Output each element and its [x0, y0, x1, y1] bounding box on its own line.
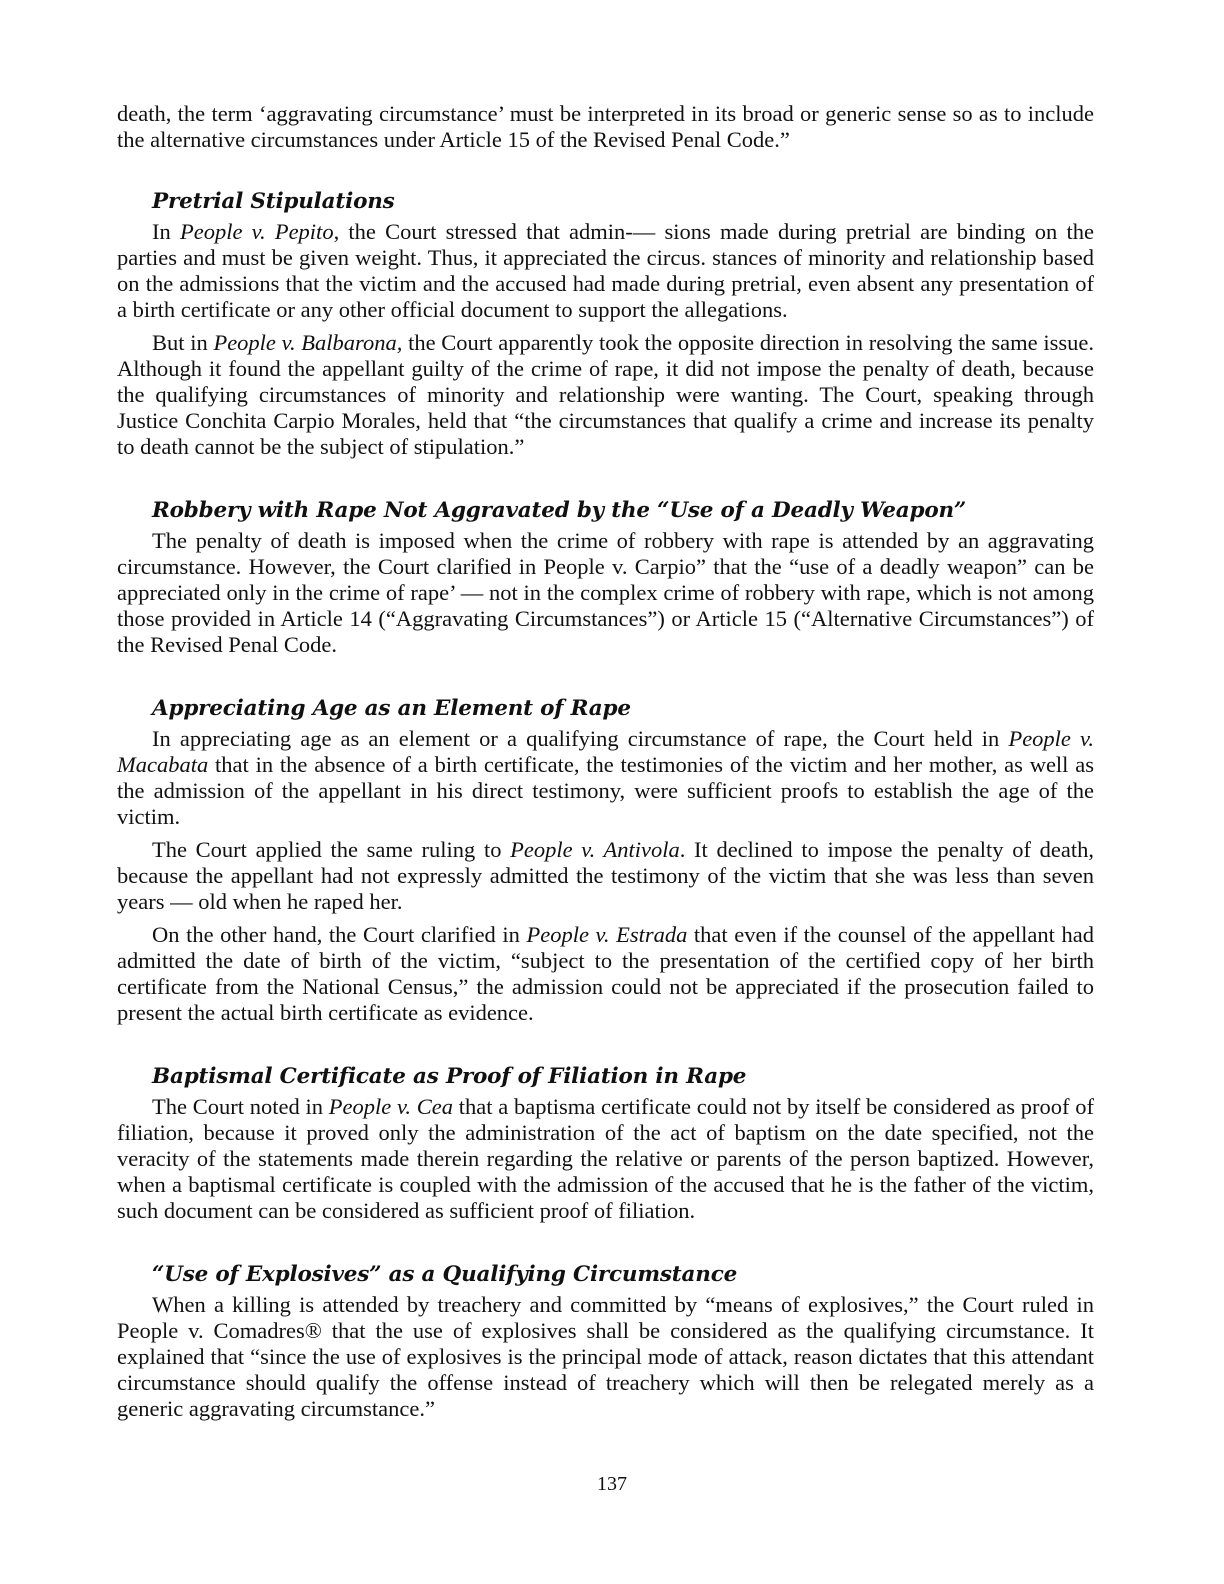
sections-container	[117, 189, 1094, 1422]
case-citation: People v. Macabata	[117, 726, 1094, 777]
section-heading: Baptismal Certificate as Proof of Filiation in Rape	[152, 1064, 747, 1089]
text-run: The Court applied the same ruling to	[152, 837, 511, 862]
text-run: In	[152, 219, 180, 244]
body-paragraph	[117, 1292, 1094, 1422]
page-body	[117, 101, 1094, 1422]
text-run: The Court noted in	[152, 1094, 329, 1119]
case-citation: People v. Estrada	[526, 922, 688, 947]
text-run: The penalty of death is imposed when the crime of robbery with rape is attended by an aggravating circumstance. However, the Court clarified in People v. Carpio” that the “use of a deadly weapon” can be appreciated only in the crime of rape’ — not in the complex crime of robbery with rape, which is not among those provided in Article 14 (“Aggravating Circumstances”) or Article 15 (“Alternative Circumstances”) of the Revised Penal Code.	[117, 528, 1094, 657]
body-paragraph	[117, 528, 1094, 658]
body-paragraph	[117, 219, 1094, 323]
body-paragraph	[117, 922, 1094, 1026]
section	[117, 498, 1094, 658]
page-number: 137	[597, 1473, 627, 1495]
intro-paragraph: death, the term ‘aggravating circumstance’ must be interpreted in its broad or generic sense so as to include the alternative circumstances under Article 15 of the Revised Penal Code.”	[117, 101, 1094, 152]
text-run: When a killing is attended by treachery and committed by “means of explosives,” the Court ruled in People v. Comadres® that the use of explosives shall be considered as the qualifying circumstance. It explained that “since the use of explosives is the principal mode of attack, reason dictates that this attendant circumstance should qualify the offense instead of treachery which will then be relegated merely as a generic aggravating circumstance.”	[117, 1292, 1094, 1421]
body-paragraph	[117, 330, 1094, 460]
text-run: the Court apparently took the opposite direction in resolving the same issue. Although it found the appellant guilty of the crime of rape, it did not impose the penalty of death, because the qualifying circumstances of minority and relationship were wanting. The Court, speaking through Justice Conchita Carpio Morales, held that “the circumstances that qualify a crime and increase its penalty to death cannot be the subject of stipulation.”	[117, 330, 1094, 459]
case-citation: People v. Cea	[328, 1094, 453, 1119]
text-run: In appreciating age as an element or a qualifying circumstance of rape, the Court held in	[152, 726, 1009, 751]
section-heading: “Use of Explosives” as a Qualifying Circumstance	[152, 1262, 738, 1287]
case-citation: People v. Pepito	[179, 219, 334, 244]
section	[117, 1262, 1094, 1422]
section-heading: Appreciating Age as an Element of Rape	[152, 696, 631, 721]
text-run: . It declined to impose the penalty of death, because the appellant had not expressly admitted the testimony of the victim that she was less than seven years — old when he raped her.	[117, 837, 1094, 914]
text-run: that a baptisma certificate could not by itself be considered as proof of filiation, because it proved only the administration of the act of baptism on the date specified, not the veracity of the statements made therein regarding the relative or parents of the person baptized. However, when a baptismal certificate is coupled with the admission of the accused that he is the father of the victim, such document can be considered as sufficient proof of filiation.	[117, 1094, 1095, 1223]
text-run: that even if the counsel of the appellant had admitted the date of birth of the victim, “subject to the presentation of the certified copy of her birth certificate from the National Census,” the admission could not be appreciated if the prosecution failed to present the actual birth certificate as evidence.	[117, 922, 1094, 1025]
text-run: On the other hand, the Court clarified in	[152, 922, 527, 947]
section	[117, 1064, 1094, 1224]
section-heading: Robbery with Rape Not Aggravated by the “Use of a Deadly Weapon”	[152, 498, 967, 523]
case-citation: People v. Balbarona,	[213, 330, 403, 355]
body-paragraph	[117, 726, 1094, 830]
text-run: , the Court stressed that admin-— sions made during pretrial are binding on the parties and must be given weight. Thus, it appreciated the circus. stances of minority and relationship based on the admissions that the victim and the accused had made during pretrial, even absent any presentation of a birth certificate or any other official document to support the allegations.	[117, 219, 1094, 322]
case-citation: People v. Antivola	[510, 837, 680, 862]
body-paragraph	[117, 1094, 1094, 1224]
text-run: But in	[152, 330, 214, 355]
section-heading: Pretrial Stipulations	[152, 189, 395, 214]
section	[117, 189, 1094, 460]
text-run: that in the absence of a birth certificate, the testimonies of the victim and her mother, as well as the admission of the appellant in his direct testimony, were sufficient proofs to establish the age of the victim.	[117, 752, 1094, 829]
body-paragraph	[117, 837, 1094, 915]
section	[117, 696, 1094, 1026]
